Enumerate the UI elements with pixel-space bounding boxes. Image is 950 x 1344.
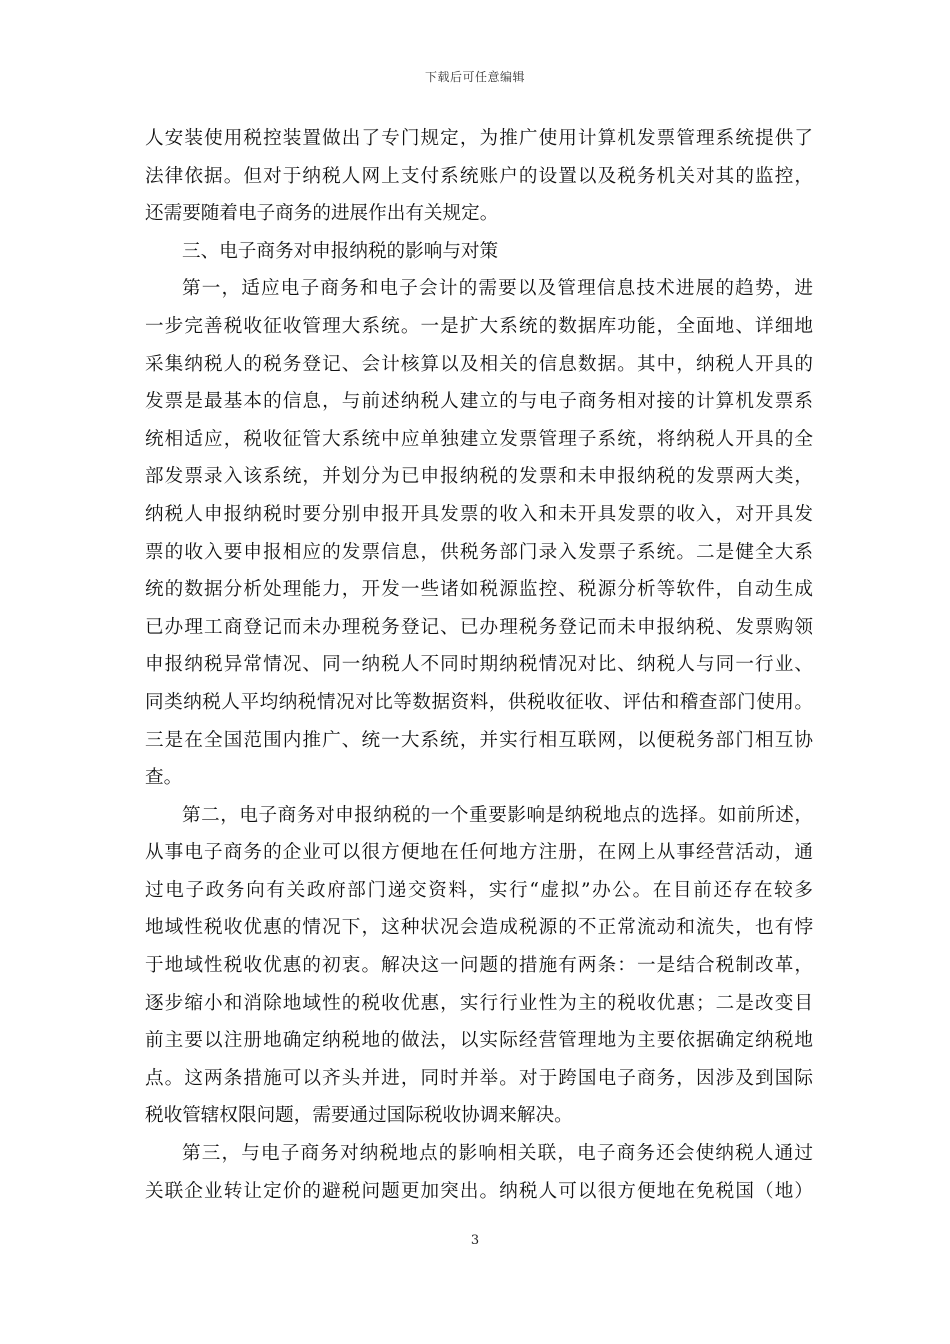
text-line: 逐步缩小和消除地域性的税收优惠，实行行业性为主的税收优惠；二是改变目 (145, 992, 813, 1014)
text-line: 税收管辖权限问题，需要通过国际税收协调来解决。 (145, 1105, 573, 1127)
document-body (145, 120, 813, 1210)
paragraph-first-line: 第二，电子商务对申报纳税的一个重要影响是纳税地点的选择。如前所述， (182, 804, 813, 826)
paragraph-first-line: 第三，与电子商务对纳税地点的影响相关联，电子商务还会使纳税人通过 (182, 1143, 813, 1165)
text-line: 部发票录入该系统，并划分为已申报纳税的发票和未申报纳税的发票两大类， (145, 466, 813, 488)
text-line: 三是在全国范围内推广、统一大系统，并实行相互联网，以便税务部门相互协 (145, 729, 813, 751)
text-line: 过电子政务向有关政府部门递交资料，实行“虚拟”办公。在目前还存在较多 (145, 879, 813, 901)
text-line: 申报纳税异常情况、同一纳税人不同时期纳税情况对比、纳税人与同一行业、 (145, 654, 813, 676)
text-line: 统相适应，税收征管大系统中应单独建立发票管理子系统，将纳税人开具的全 (145, 428, 813, 450)
text-line: 关联企业转让定价的避税问题更加突出。纳税人可以很方便地在免税国（地） (145, 1180, 813, 1202)
text-line: 发票是最基本的信息，与前述纳税人建立的与电子商务相对接的计算机发票系 (145, 391, 813, 413)
text-line: 已办理工商登记而未办理税务登记、已办理税务登记而未申报纳税、发票购领 (145, 616, 813, 638)
text-line: 统的数据分析处理能力，开发一些诸如税源监控、税源分析等软件，自动生成 (145, 579, 813, 601)
paragraph-first-line: 第一，适应电子商务和电子会计的需要以及管理信息技术进展的趋势，进 (182, 278, 813, 300)
text-line: 人安装使用税控装置做出了专门规定，为推广使用计算机发票管理系统提供了 (145, 128, 813, 149)
page-header: 下载后可任意编辑 (424, 70, 525, 84)
text-line: 票的收入要申报相应的发票信息，供税务部门录入发票子系统。二是健全大系 (145, 541, 813, 563)
text-line: 法律依据。但对于纳税人网上支付系统账户的设置以及税务机关对其的监控， (145, 165, 813, 187)
text-line: 纳税人申报纳税时要分别申报开具发票的收入和未开具发票的收入，对开具发 (145, 503, 813, 525)
text-line: 地域性税收优惠的情况下，这种状况会造成税源的不正常流动和流失，也有悖 (145, 917, 813, 939)
paragraph-first-line: 三、电子商务对申报纳税的影响与对策 (182, 240, 499, 262)
text-line: 从事电子商务的企业可以很方便地在任何地方注册，在网上从事经营活动，通 (145, 842, 813, 864)
text-line: 前主要以注册地确定纳税地的做法，以实际经营管理地为主要依据确定纳税地 (145, 1030, 813, 1052)
text-line: 一步完善税收征收管理大系统。一是扩大系统的数据库功能，全面地、详细地 (145, 315, 813, 337)
text-line: 同类纳税人平均纳税情况对比等数据资料，供税收征收、评估和稽查部门使用。 (145, 691, 813, 713)
text-line: 查。 (145, 767, 183, 789)
text-line: 采集纳税人的税务登记、会计核算以及相关的信息数据。其中，纳税人开具的 (145, 353, 813, 375)
text-line: 于地域性税收优惠的初衷。解决这一问题的措施有两条：一是结合税制改革， (145, 955, 813, 977)
text-line: 点。这两条措施可以齐头并进，同时并举。对于跨国电子商务，因涉及到国际 (145, 1067, 813, 1089)
text-line: 还需要随着电子商务的进展作出有关规定。 (145, 203, 499, 225)
page-number: 3 (470, 1233, 480, 1248)
